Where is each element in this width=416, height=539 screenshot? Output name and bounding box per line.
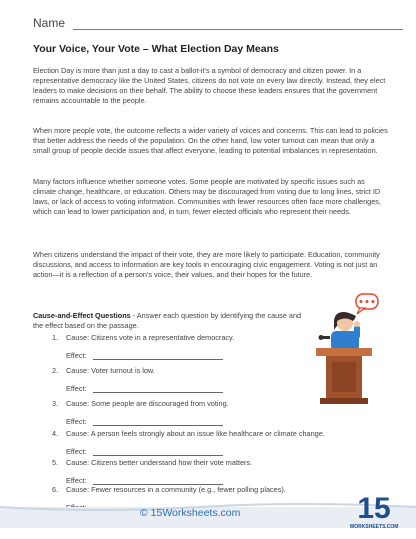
logo-number: 15 [357,492,391,525]
effect-answer-line[interactable] [93,385,223,393]
effect-label: Effect: [66,417,87,426]
question-4 [52,429,382,456]
paragraph-2: When more people vote, the outcome reflects a wider variety of voices and concerns. This can lead to policies that better address the needs of the population. On the other hand, low voter turnout can mean that only a small group of people decide issues that affect everyone, leading to potential imbalances in representation. [33,126,388,155]
question-text: Cause: Fewer resources in a community (e.g., fewer polling places). [66,485,286,494]
question-number: 2. [52,366,59,375]
questions-heading [33,311,303,331]
question-number: 5. [52,458,59,467]
effect-answer-line[interactable] [93,448,223,456]
podium-stand [316,348,372,404]
question-number: 4. [52,429,59,438]
question-text: Cause: Citizens better understand how their vote matters. [66,458,253,467]
question-text: Cause: Some people are discouraged from voting. [66,399,229,408]
name-label: Name [33,16,66,30]
question-text: Cause: A person feels strongly about an issue like healthcare or climate change. [66,429,325,438]
question-text: Cause: Citizens vote in a representative democracy. [66,333,235,342]
speaker-figure [319,312,361,351]
paragraph-3: Many factors influence whether someone votes. Some people are motivated by specific issues such as climate change, healthcare, or education. Others may be discouraged from voting due to long lines, strict ID laws, or lack of access to voting information. Communities with fewer resources often face more challenges, which can lead to lower participation and, in turn, fewer elected officials who represent their needs. [33,177,381,216]
podium-speaker-icon [308,292,378,407]
name-field-row [33,16,403,30]
name-line[interactable] [73,17,403,30]
question-number: 6. [52,485,59,494]
speech-bubble-icon [356,294,378,314]
questions-heading-text: - Answer each question by identifying the cause and the effect based on the passage. [33,311,302,330]
logo-text: WORKSHEETS.COM [349,524,399,530]
brand-logo [349,488,399,532]
effect-label: Effect: [66,384,87,393]
question-number: 3. [52,399,59,408]
paragraph-1: Election Day is more than just a day to cast a ballot-it's a symbol of democracy and citizen power. In a representative democracy like the United States, citizens do not vote on every law directly. Instead, they elect leaders to make decisions on their behalf. The ability to choose these leaders ensures that the government remains accountable to the people. [33,66,386,105]
effect-answer-line[interactable] [93,352,223,360]
paragraph-4: When citizens understand the impact of their vote, they are more likely to participate. Education, community discussions, and access to information are key tools in encouraging civic engagement. Voting is not just an action—it is a reflection of a person's voice, their values, and their hopes for the future. [33,250,380,279]
worksheet-title: Your Voice, Your Vote – What Election Day Means [33,43,279,55]
effect-label: Effect: [66,476,87,485]
effect-answer-line[interactable] [93,477,223,485]
question-text: Cause: Voter turnout is low. [66,366,155,375]
effect-label: Effect: [66,351,87,360]
question-5 [52,458,382,485]
effect-label: Effect: [66,447,87,456]
effect-answer-line[interactable] [93,418,223,426]
copyright-link[interactable]: © 15Worksheets.com [140,507,241,519]
question-number: 1. [52,333,59,342]
questions-heading-bold: Cause-and-Effect Questions [33,311,131,320]
